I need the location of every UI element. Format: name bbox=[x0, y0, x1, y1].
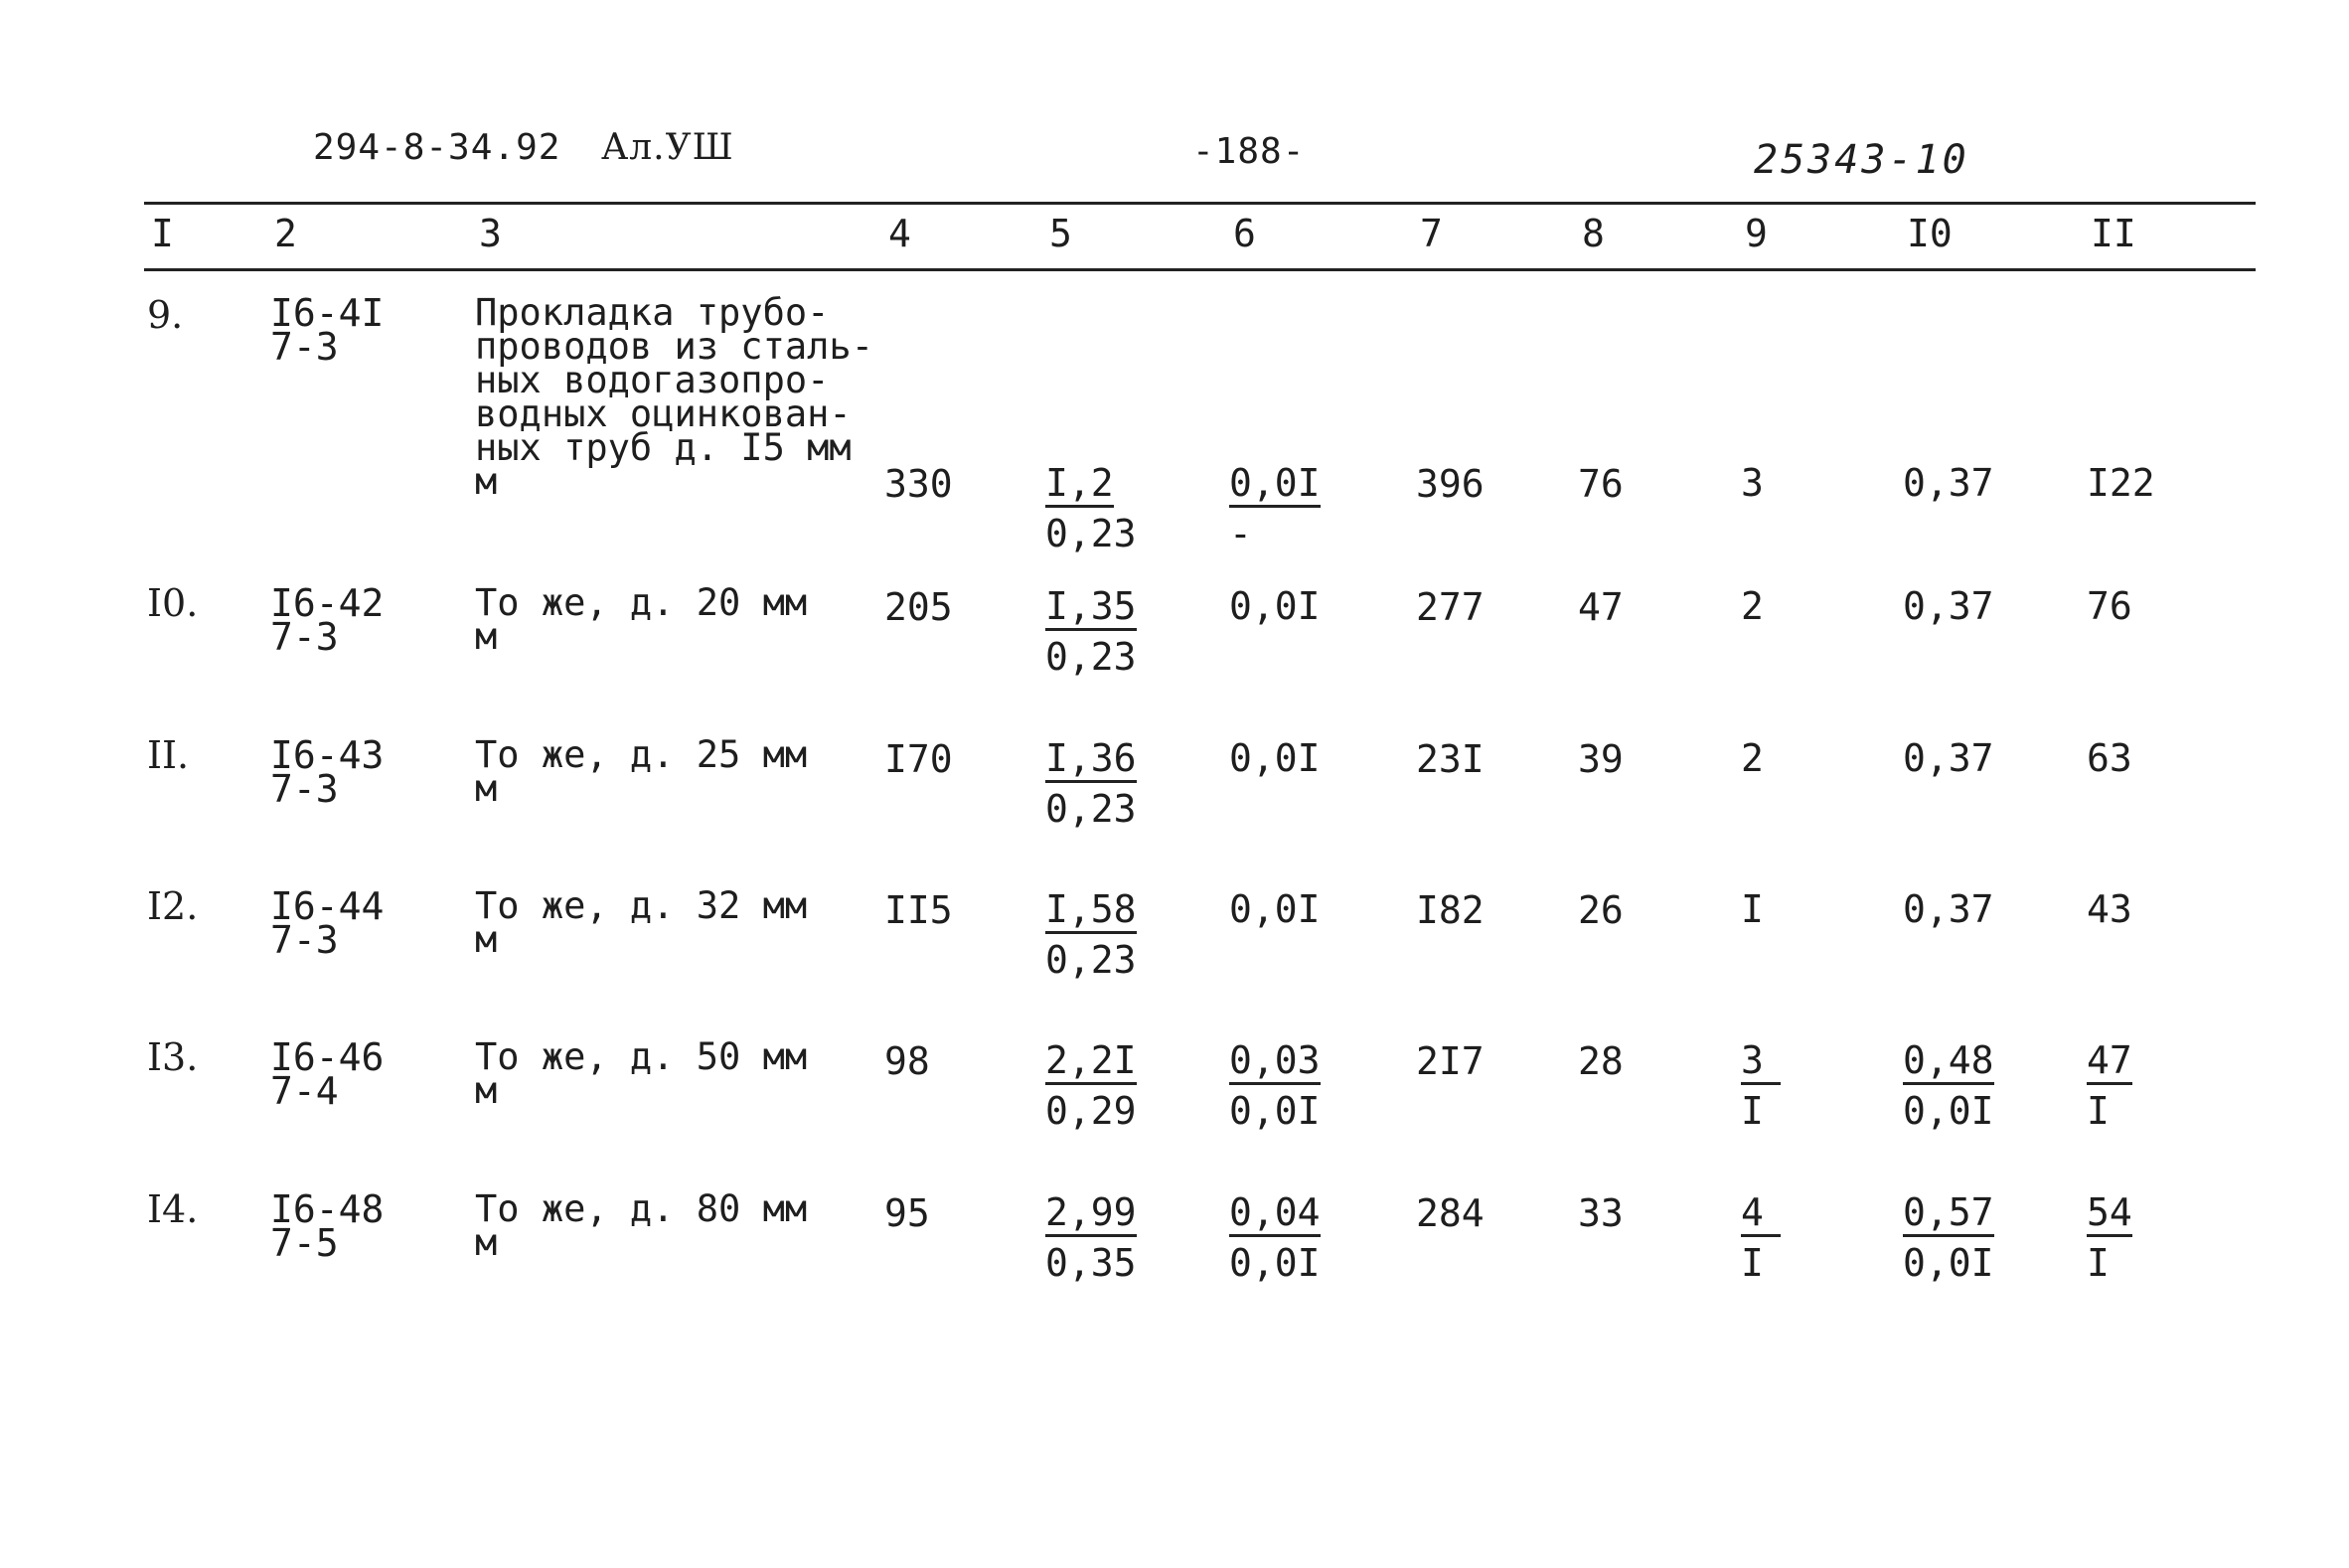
col10-value-denominator: 0,0I bbox=[1903, 1089, 1994, 1133]
col6-value bbox=[1229, 463, 1321, 553]
col5-value bbox=[1045, 889, 1137, 980]
work-description-line: То же, д. 80 мм bbox=[475, 1187, 808, 1230]
col7-value: 2I7 bbox=[1416, 1039, 1485, 1083]
col11-value bbox=[2087, 463, 2155, 505]
column-header-8: 8 bbox=[1582, 212, 1605, 255]
work-description-line: То же, д. 20 мм bbox=[475, 581, 808, 624]
price-code-line: I6-43 bbox=[270, 733, 385, 777]
work-description-line: проводов из сталь- bbox=[475, 325, 873, 368]
column-header-9: 9 bbox=[1745, 212, 1768, 255]
column-header-11: II bbox=[2091, 212, 2136, 255]
work-description-line: м bbox=[475, 1069, 498, 1112]
col7-value: 277 bbox=[1416, 585, 1485, 629]
col9-value bbox=[1741, 889, 1781, 931]
col5-value-denominator: 0,23 bbox=[1045, 787, 1137, 831]
work-description-line: м bbox=[475, 767, 498, 810]
col6-value-denominator: - bbox=[1229, 512, 1252, 555]
col10-value bbox=[1903, 738, 1994, 780]
col5-value bbox=[1045, 1040, 1137, 1131]
price-code-line: I6-48 bbox=[270, 1187, 385, 1231]
document-number: 25343-10 bbox=[1754, 137, 1969, 183]
col9-value-denominator: I bbox=[1741, 1089, 1764, 1133]
col5-value-numerator: 2,99 bbox=[1045, 1192, 1137, 1237]
col9-value-numerator: 2 bbox=[1741, 584, 1764, 628]
col11-value-numerator: 63 bbox=[2087, 736, 2132, 780]
column-header-10: I0 bbox=[1907, 212, 1953, 255]
col6-value bbox=[1229, 1040, 1321, 1131]
col8-value: 39 bbox=[1578, 737, 1624, 781]
col8-value: 28 bbox=[1578, 1039, 1624, 1083]
col10-value-numerator: 0,37 bbox=[1903, 887, 1994, 931]
col6-value-denominator: 0,0I bbox=[1229, 1241, 1321, 1285]
price-code-line: I6-42 bbox=[270, 581, 385, 625]
col5-value-denominator: 0,23 bbox=[1045, 512, 1137, 555]
col8-value: 76 bbox=[1578, 462, 1624, 506]
col4-value: 205 bbox=[884, 585, 953, 629]
col8-value: 26 bbox=[1578, 888, 1624, 932]
col9-value bbox=[1741, 1040, 1781, 1131]
col7-value: 396 bbox=[1416, 462, 1485, 506]
work-description-line: То же, д. 50 мм bbox=[475, 1035, 808, 1078]
col11-value-numerator: 43 bbox=[2087, 887, 2132, 931]
col6-value-numerator: 0,03 bbox=[1229, 1040, 1321, 1085]
price-code-line: 7-3 bbox=[270, 615, 339, 659]
row-number: I4. bbox=[147, 1187, 199, 1231]
col5-value-numerator: I,35 bbox=[1045, 586, 1137, 631]
column-header-6: 6 bbox=[1233, 212, 1256, 255]
col8-value: 33 bbox=[1578, 1191, 1624, 1235]
col7-value: I82 bbox=[1416, 888, 1485, 932]
row-number: I2. bbox=[147, 884, 199, 928]
row-number: 9. bbox=[147, 293, 184, 337]
column-header-4: 4 bbox=[888, 212, 911, 255]
col11-value bbox=[2087, 1040, 2132, 1131]
row-number: II. bbox=[147, 733, 190, 777]
col6-value bbox=[1229, 738, 1321, 780]
col6-value bbox=[1229, 586, 1321, 628]
header-album: Ал.УШ bbox=[601, 127, 734, 168]
col11-value-numerator: I22 bbox=[2087, 461, 2155, 505]
col4-value: 98 bbox=[884, 1039, 930, 1083]
col10-value-numerator: 0,37 bbox=[1903, 461, 1994, 505]
col5-value-denominator: 0,23 bbox=[1045, 938, 1137, 982]
work-description bbox=[475, 733, 808, 810]
price-code bbox=[270, 884, 385, 962]
row-number: I3. bbox=[147, 1035, 199, 1079]
col11-value-denominator: I bbox=[2087, 1089, 2110, 1133]
col9-value bbox=[1741, 586, 1781, 628]
col11-value-numerator: 47 bbox=[2087, 1040, 2132, 1085]
col6-value bbox=[1229, 1192, 1321, 1283]
col9-value-numerator: 4 bbox=[1741, 1192, 1781, 1237]
col5-value bbox=[1045, 463, 1137, 553]
col9-value-numerator: I bbox=[1741, 887, 1764, 931]
col5-value-denominator: 0,35 bbox=[1045, 1241, 1137, 1285]
col11-value-numerator: 54 bbox=[2087, 1192, 2132, 1237]
col5-value-numerator: 2,2I bbox=[1045, 1040, 1137, 1085]
col10-value bbox=[1903, 889, 1994, 931]
col9-value-numerator: 3 bbox=[1741, 461, 1764, 505]
col4-value: I70 bbox=[884, 737, 953, 781]
column-header-1: I bbox=[151, 212, 174, 255]
col6-value-numerator: 0,04 bbox=[1229, 1192, 1321, 1237]
col6-value-numerator: 0,0I bbox=[1229, 463, 1321, 508]
col11-value bbox=[2087, 738, 2132, 780]
col10-value-numerator: 0,37 bbox=[1903, 584, 1994, 628]
column-header-5: 5 bbox=[1049, 212, 1072, 255]
col6-value bbox=[1229, 889, 1321, 931]
col7-value: 284 bbox=[1416, 1191, 1485, 1235]
col10-value bbox=[1903, 586, 1994, 628]
work-description bbox=[475, 291, 873, 503]
col10-value-numerator: 0,37 bbox=[1903, 736, 1994, 780]
col6-value-numerator: 0,0I bbox=[1229, 887, 1321, 931]
col9-value-denominator: I bbox=[1741, 1241, 1764, 1285]
col5-value-numerator: I,2 bbox=[1045, 463, 1114, 508]
page-number: -188- bbox=[1192, 131, 1306, 172]
work-description-line: Прокладка трубо- bbox=[475, 291, 830, 334]
work-description-line: То же, д. 25 мм bbox=[475, 733, 808, 776]
price-code-line: I6-46 bbox=[270, 1035, 385, 1079]
column-header-rule bbox=[144, 268, 2256, 271]
price-code bbox=[270, 1035, 385, 1113]
work-description bbox=[475, 1035, 808, 1112]
col4-value: II5 bbox=[884, 888, 953, 932]
col10-value bbox=[1903, 1040, 1994, 1131]
col11-value-numerator: 76 bbox=[2087, 584, 2132, 628]
col8-value: 47 bbox=[1578, 585, 1624, 629]
column-header-3: 3 bbox=[479, 212, 502, 255]
header-code: 294-8-34.92 bbox=[313, 127, 561, 168]
work-description-line: м bbox=[475, 460, 498, 503]
col10-value bbox=[1903, 463, 1994, 505]
price-code bbox=[270, 581, 385, 659]
col11-value-denominator: I bbox=[2087, 1241, 2110, 1285]
col5-value bbox=[1045, 738, 1137, 829]
price-code-line: 7-5 bbox=[270, 1221, 339, 1265]
column-header-7: 7 bbox=[1420, 212, 1443, 255]
top-rule bbox=[144, 202, 2256, 205]
price-code bbox=[270, 1187, 385, 1265]
price-code-line: 7-4 bbox=[270, 1069, 339, 1113]
price-code-line: 7-3 bbox=[270, 325, 339, 369]
work-description bbox=[475, 884, 808, 961]
col5-value-denominator: 0,29 bbox=[1045, 1089, 1137, 1133]
work-description-line: м bbox=[475, 918, 498, 961]
price-code-line: 7-3 bbox=[270, 918, 339, 962]
col9-value-numerator: 3 bbox=[1741, 1040, 1781, 1085]
col4-value: 330 bbox=[884, 462, 953, 506]
col11-value bbox=[2087, 1192, 2132, 1283]
col9-value-numerator: 2 bbox=[1741, 736, 1764, 780]
col5-value-numerator: I,58 bbox=[1045, 889, 1137, 934]
col5-value-denominator: 0,23 bbox=[1045, 635, 1137, 679]
col9-value bbox=[1741, 1192, 1781, 1283]
price-code bbox=[270, 291, 385, 369]
column-header-2: 2 bbox=[274, 212, 297, 255]
work-description-line: ных водогазопро- bbox=[475, 359, 830, 401]
col5-value-numerator: I,36 bbox=[1045, 738, 1137, 783]
col5-value bbox=[1045, 586, 1137, 677]
col11-value bbox=[2087, 586, 2132, 628]
col7-value: 23I bbox=[1416, 737, 1485, 781]
work-description-line: ных труб д. I5 мм bbox=[475, 426, 852, 469]
col6-value-numerator: 0,0I bbox=[1229, 736, 1321, 780]
col9-value bbox=[1741, 738, 1781, 780]
col6-value-numerator: 0,0I bbox=[1229, 584, 1321, 628]
work-description bbox=[475, 1187, 808, 1264]
col4-value: 95 bbox=[884, 1191, 930, 1235]
work-description-line: м bbox=[475, 1221, 498, 1264]
price-code-line: I6-44 bbox=[270, 884, 385, 928]
work-description bbox=[475, 581, 808, 658]
work-description-line: То же, д. 32 мм bbox=[475, 884, 808, 927]
col10-value-numerator: 0,57 bbox=[1903, 1192, 1994, 1237]
price-code-line: 7-3 bbox=[270, 767, 339, 811]
col5-value bbox=[1045, 1192, 1137, 1283]
col10-value bbox=[1903, 1192, 1994, 1283]
col10-value-denominator: 0,0I bbox=[1903, 1241, 1994, 1285]
price-code bbox=[270, 733, 385, 811]
col9-value bbox=[1741, 463, 1781, 505]
work-description-line: водных оцинкован- bbox=[475, 392, 852, 435]
col6-value-denominator: 0,0I bbox=[1229, 1089, 1321, 1133]
price-code-line: I6-4I bbox=[270, 291, 385, 335]
col11-value bbox=[2087, 889, 2132, 931]
work-description-line: м bbox=[475, 615, 498, 658]
col10-value-numerator: 0,48 bbox=[1903, 1040, 1994, 1085]
row-number: I0. bbox=[147, 581, 199, 625]
